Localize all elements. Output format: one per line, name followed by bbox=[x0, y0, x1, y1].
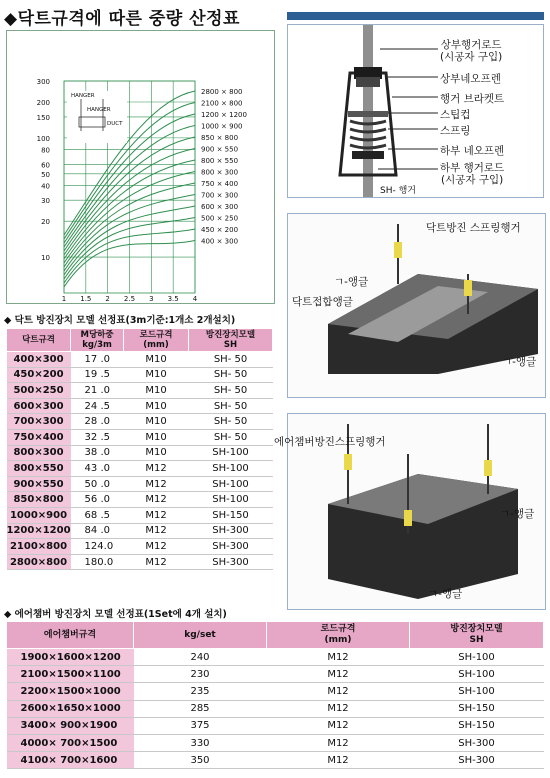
table2-cell: 375 bbox=[134, 717, 267, 734]
table1-header-rod: 로드규격 (mm) bbox=[124, 329, 189, 352]
table1-cell: 56 .0 bbox=[71, 492, 124, 508]
table1-cell: 24 .5 bbox=[71, 398, 124, 414]
table2-cell: M12 bbox=[267, 683, 410, 700]
table1-cell: 900×550 bbox=[7, 476, 71, 492]
label-spring: 스프링 bbox=[440, 125, 471, 137]
table2-body bbox=[7, 649, 544, 769]
series-label: 800 × 300 bbox=[201, 168, 239, 177]
table1-row bbox=[7, 352, 273, 368]
y-tick-label: 200 bbox=[36, 98, 50, 107]
table2-cell: M12 bbox=[267, 649, 410, 666]
table1-cell: M10 bbox=[124, 414, 189, 430]
table1-cell: 38 .0 bbox=[71, 445, 124, 461]
air-chamber-figure bbox=[274, 413, 546, 610]
table1-cell: 43 .0 bbox=[71, 461, 124, 477]
y-tick-label: 40 bbox=[41, 182, 50, 191]
x-tick-label: 2.5 bbox=[123, 295, 136, 303]
table1-cell: 2100×800 bbox=[7, 539, 71, 555]
table2-header-model: 방진장치모델 SH bbox=[410, 622, 544, 649]
table1-cell: SH-150 bbox=[189, 507, 273, 523]
table1-cell: M10 bbox=[124, 367, 189, 383]
inset-label: DUCT bbox=[107, 121, 123, 127]
x-tick-label: 1 bbox=[61, 295, 67, 303]
table1-cell: 800×300 bbox=[7, 445, 71, 461]
label-upper-rod: 상부행거로드 (시공자 구입) bbox=[440, 39, 503, 63]
table1-cell: 17 .0 bbox=[71, 352, 124, 368]
table1-header-model: 방진장치모델 SH bbox=[189, 329, 273, 352]
table1-cell: SH- 50 bbox=[189, 352, 273, 368]
table2-cell: 2100×1500×1100 bbox=[7, 666, 134, 683]
label-chamber-spring-hanger: 에어챔버방진스프링행거 bbox=[274, 436, 386, 448]
table1-cell: 600×300 bbox=[7, 398, 71, 414]
series-label: 800 × 550 bbox=[201, 157, 239, 165]
table1-cell: 28 .0 bbox=[71, 414, 124, 430]
y-tick-label: 300 bbox=[36, 78, 50, 86]
series-label: 2800 × 800 bbox=[201, 88, 243, 96]
table1-cell: 180.0 bbox=[71, 554, 124, 570]
table1-cell: SH-300 bbox=[189, 539, 273, 555]
hanger-diagram-panel bbox=[287, 12, 544, 197]
table2-row bbox=[7, 683, 544, 700]
table1-cell: M10 bbox=[124, 445, 189, 461]
table2-cell: 4100× 700×1600 bbox=[7, 752, 134, 769]
table2-cell: 2200×1500×1000 bbox=[7, 683, 134, 700]
hanger-drawing bbox=[288, 25, 543, 197]
table2-row bbox=[7, 752, 544, 769]
table1-cell: SH-100 bbox=[189, 461, 273, 477]
inset-label: HANGER bbox=[87, 107, 111, 113]
label-steel-cup: 스팁컵 bbox=[440, 109, 471, 121]
table1-cell: 500×250 bbox=[7, 383, 71, 399]
table1-cell: 700×300 bbox=[7, 414, 71, 430]
table1-row bbox=[7, 539, 273, 555]
series-label: 1200 × 1200 bbox=[201, 111, 247, 119]
table2-cell: SH-100 bbox=[410, 666, 544, 683]
panel-top-bar bbox=[287, 12, 544, 20]
label-chamber-angle-right: ㄱ-앵글 bbox=[500, 508, 535, 520]
table1-header-weight: M당하중 kg/3m bbox=[71, 329, 124, 352]
table1-row bbox=[7, 398, 273, 414]
table1-row bbox=[7, 461, 273, 477]
air-chamber-model-table bbox=[6, 621, 544, 769]
y-tick-label: 30 bbox=[41, 197, 50, 206]
table2-cell: M12 bbox=[267, 752, 410, 769]
table1-row bbox=[7, 476, 273, 492]
table1-row bbox=[7, 445, 273, 461]
table2-row bbox=[7, 717, 544, 734]
series-label: 1000 × 900 bbox=[201, 122, 243, 131]
table1-cell: 1000×900 bbox=[7, 507, 71, 523]
table1-cell: M12 bbox=[124, 539, 189, 555]
table2-cell: M12 bbox=[267, 717, 410, 734]
y-tick-label: 150 bbox=[36, 113, 50, 122]
series-label: 450 × 200 bbox=[201, 226, 239, 234]
table1-cell: 124.0 bbox=[71, 539, 124, 555]
label-duct-joint-angle: 닥트접합앵글 bbox=[292, 296, 353, 308]
table1-row bbox=[7, 383, 273, 399]
table1-cell: 32 .5 bbox=[71, 429, 124, 445]
series-label: 850 × 800 bbox=[201, 134, 239, 142]
table2-title: ◆ 에어챔버 방진장치 모델 선정표(1Set에 4개 설치) bbox=[4, 609, 227, 620]
table2-cell: SH-150 bbox=[410, 700, 544, 717]
table1-row bbox=[7, 492, 273, 508]
table1-cell: SH-300 bbox=[189, 523, 273, 539]
table2-cell: SH-300 bbox=[410, 752, 544, 769]
table1-cell: M12 bbox=[124, 476, 189, 492]
table1-cell: M10 bbox=[124, 429, 189, 445]
table1-cell: M10 bbox=[124, 352, 189, 368]
table2-cell: 2600×1650×1000 bbox=[7, 700, 134, 717]
table2-cell: 330 bbox=[134, 734, 267, 751]
table1-row bbox=[7, 507, 273, 523]
page-title: ◆닥트규격에 따른 중량 산정표 bbox=[4, 9, 240, 29]
table1-cell: 400×300 bbox=[7, 352, 71, 368]
table1-cell: M12 bbox=[124, 507, 189, 523]
table2-cell: M12 bbox=[267, 666, 410, 683]
weight-chart bbox=[6, 30, 275, 304]
table2-row bbox=[7, 734, 544, 751]
hanger-caption: SH- 행거 bbox=[380, 186, 416, 196]
y-tick-label: 10 bbox=[41, 254, 50, 263]
table1-row bbox=[7, 554, 273, 570]
table2-cell: M12 bbox=[267, 700, 410, 717]
y-tick-label: 50 bbox=[41, 170, 50, 179]
table1-cell: SH-100 bbox=[189, 492, 273, 508]
table2-cell: 235 bbox=[134, 683, 267, 700]
table1-cell: SH- 50 bbox=[189, 383, 273, 399]
label-upper-neoprene: 상부네오프렌 bbox=[440, 73, 501, 85]
x-tick-label: 3 bbox=[149, 295, 154, 303]
table1-body bbox=[7, 352, 273, 570]
table1-cell: SH- 50 bbox=[189, 367, 273, 383]
table2-cell: 4000× 700×1500 bbox=[7, 734, 134, 751]
table1-cell: SH-300 bbox=[189, 554, 273, 570]
table1-cell: SH- 50 bbox=[189, 414, 273, 430]
table1-cell: 19 .5 bbox=[71, 367, 124, 383]
table1-cell: 800×550 bbox=[7, 461, 71, 477]
label-lower-neoprene: 하부 네오프렌 bbox=[440, 145, 505, 157]
table1-row bbox=[7, 523, 273, 539]
table2-cell: SH-100 bbox=[410, 683, 544, 700]
series-label: 500 × 250 bbox=[201, 214, 239, 223]
table1-row bbox=[7, 367, 273, 383]
table2-row bbox=[7, 700, 544, 717]
table1-cell: M12 bbox=[124, 492, 189, 508]
x-tick-label: 2 bbox=[105, 295, 110, 303]
table2-cell: SH-300 bbox=[410, 734, 544, 751]
table2-header-weight: kg/set bbox=[134, 622, 267, 649]
table2-cell: SH-100 bbox=[410, 649, 544, 666]
table2-cell: 3400× 900×1900 bbox=[7, 717, 134, 734]
table1-title: ◆ 닥트 방진장치 모델 선정표(3m기준:1개소 2개설치) bbox=[4, 315, 236, 326]
series-label: 750 × 400 bbox=[201, 180, 239, 188]
table2-cell: 350 bbox=[134, 752, 267, 769]
series-label: 2100 × 800 bbox=[201, 99, 243, 108]
table1-row bbox=[7, 429, 273, 445]
label-duct-spring-hanger: 닥트방진 스프링행거 bbox=[426, 222, 521, 234]
table1-cell: 1200×1200 bbox=[7, 523, 71, 539]
table1-cell: 750×400 bbox=[7, 429, 71, 445]
table1-cell: 21 .0 bbox=[71, 383, 124, 399]
table1-cell: SH- 50 bbox=[189, 398, 273, 414]
table1-cell: SH-100 bbox=[189, 476, 273, 492]
y-tick-label: 20 bbox=[41, 218, 50, 227]
duct-model-table bbox=[6, 328, 273, 570]
series-label: 600 × 300 bbox=[201, 203, 239, 211]
table1-cell: M10 bbox=[124, 398, 189, 414]
label-angle-top: ㄱ-앵글 bbox=[334, 276, 369, 288]
table1-row bbox=[7, 414, 273, 430]
x-tick-label: 3.5 bbox=[167, 295, 179, 303]
table1-header-size: 닥트규격 bbox=[7, 329, 71, 352]
label-hanger-bracket: 행거 브라켓트 bbox=[440, 93, 505, 105]
table1-cell: M12 bbox=[124, 554, 189, 570]
table1-cell: M12 bbox=[124, 461, 189, 477]
x-tick-label: 4 bbox=[192, 295, 198, 303]
table1-cell: SH-100 bbox=[189, 445, 273, 461]
table2-cell: 230 bbox=[134, 666, 267, 683]
table2-cell: SH-150 bbox=[410, 717, 544, 734]
x-tick-label: 1.5 bbox=[80, 295, 92, 303]
table1-cell: 2800×800 bbox=[7, 554, 71, 570]
table1-cell: M10 bbox=[124, 383, 189, 399]
table2-cell: M12 bbox=[267, 734, 410, 751]
table1-cell: 450×200 bbox=[7, 367, 71, 383]
series-label: 700 × 300 bbox=[201, 191, 239, 200]
table2-cell: 285 bbox=[134, 700, 267, 717]
table2-cell: 240 bbox=[134, 649, 267, 666]
table1-cell: M12 bbox=[124, 523, 189, 539]
hanger-diagram-frame bbox=[287, 24, 544, 198]
table2-row bbox=[7, 649, 544, 666]
y-tick-label: 80 bbox=[41, 146, 50, 155]
table1-cell: 68 .5 bbox=[71, 507, 124, 523]
series-label: 400 × 300 bbox=[201, 237, 239, 246]
series-label: 900 × 550 bbox=[201, 145, 239, 154]
table1-cell: 850×800 bbox=[7, 492, 71, 508]
y-tick-label: 60 bbox=[41, 161, 50, 170]
duct-hanger-figure bbox=[287, 213, 546, 398]
inset-label: HANGER bbox=[71, 93, 95, 99]
label-chamber-angle-bottom: ㄱ-앵글 bbox=[428, 588, 463, 600]
y-tick-label: 100 bbox=[36, 134, 50, 143]
table2-header-size: 에어챔버규격 bbox=[7, 622, 134, 649]
table2-row bbox=[7, 666, 544, 683]
table1-cell: 84 .0 bbox=[71, 523, 124, 539]
table2-header-rod: 로드규격 (mm) bbox=[267, 622, 410, 649]
label-lower-rod: 하부 행거로드 (시공자 구입) bbox=[440, 162, 505, 186]
table2-cell: 1900×1600×1200 bbox=[7, 649, 134, 666]
table1-cell: SH- 50 bbox=[189, 429, 273, 445]
weight-chart-svg bbox=[7, 31, 274, 303]
table1-cell: 50 .0 bbox=[71, 476, 124, 492]
label-angle-bottom: ㄱ-앵글 bbox=[502, 356, 537, 368]
